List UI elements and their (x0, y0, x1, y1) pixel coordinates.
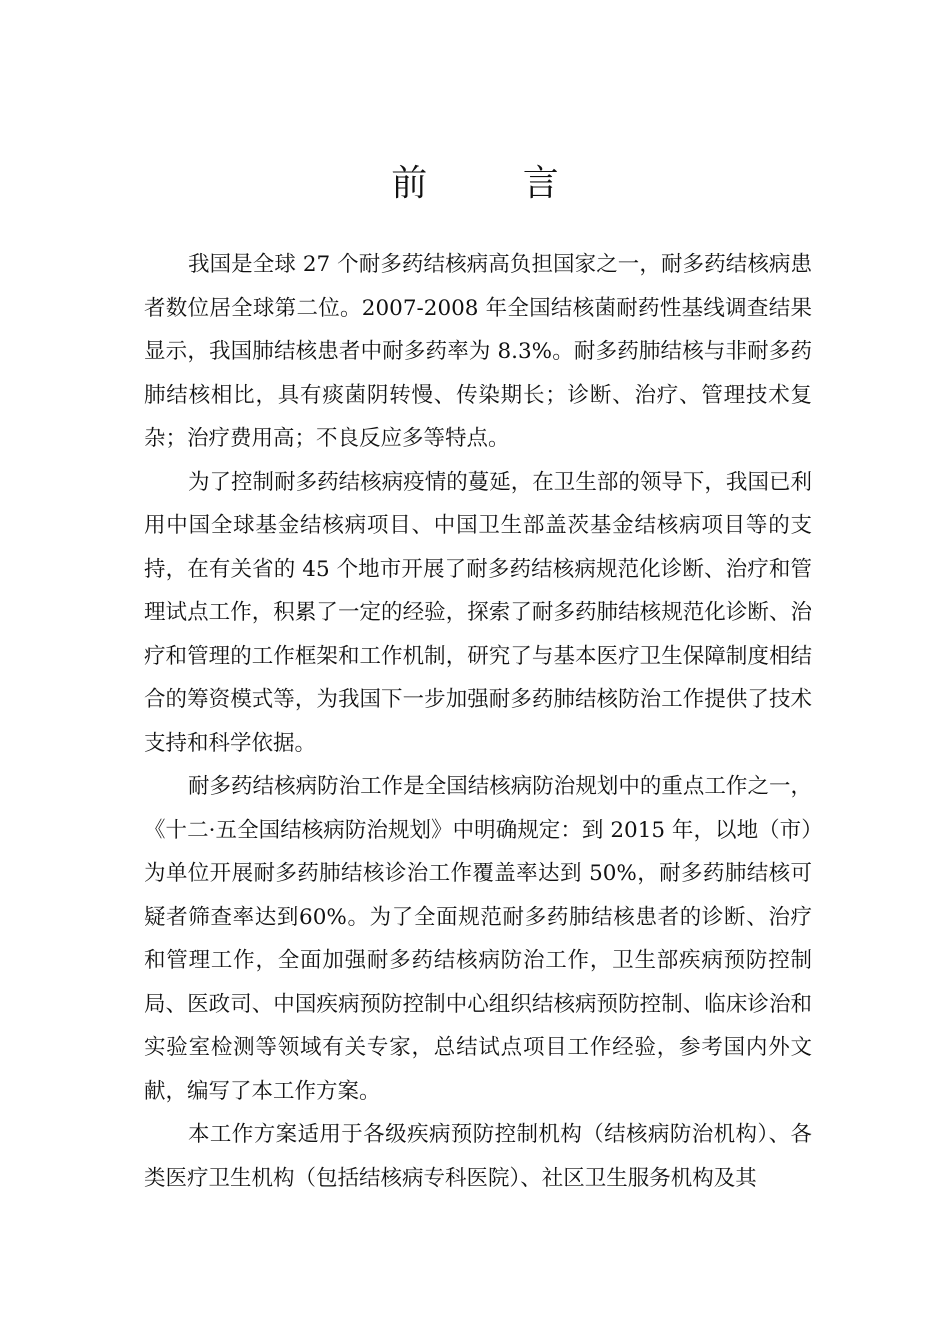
paragraph-plan-goals: 耐多药结核病防治工作是全国结核病防治规划中的重点工作之一，《十二·五全国结核病防治规划》中明确规定：到 2015 年，以地（市）为单位开展耐多药肺结核诊治工作覆盖率达到 50%，耐多药肺结核可疑者筛查率达到60%。为了全面规范耐多药肺结核患者的诊断、治疗和管理工作，全面加强耐多药结核病防治工作，卫生部疾病预防控制局、医政司、中国疾病预防控制中心组织结核病预防控制、临床诊治和实验室检测等领域有关专家，总结试点项目工作经验，参考国内外文献，编写了本工作方案。 (144, 774, 812, 1104)
paragraph-scope: 本工作方案适用于各级疾病预防控制机构（结核病防治机构）、各类医疗卫生机构（包括结核病专科医院）、社区卫生服务机构及其 (144, 1122, 812, 1191)
document-body (144, 243, 812, 1200)
paragraph-pilot-work: 为了控制耐多药结核病疫情的蔓延，在卫生部的领导下，我国已利用中国全球基金结核病项目、中国卫生部盖茨基金结核病项目等的支持，在有关省的 45 个地市开展了耐多药结核病规范化诊断、治疗和管理试点工作，积累了一定的经验，探索了耐多药肺结核规范化诊断、治疗和管理的工作框架和工作机制，研究了与基本医疗卫生保障制度相结合的筹资模式等，为我国下一步加强耐多药肺结核防治工作提供了技术支持和科学依据。 (144, 469, 812, 756)
paragraph-intro: 我国是全球 27 个耐多药结核病高负担国家之一，耐多药结核病患者数位居全球第二位。2007-2008 年全国结核菌耐药性基线调查结果显示，我国肺结核患者中耐多药率为 8.3%。耐多药肺结核与非耐多药肺结核相比，具有痰菌阴转慢、传染期长；诊断、治疗、管理技术复杂；治疗费用高；不良反应多等特点。 (144, 252, 812, 451)
page-title: 前 言 (391, 163, 601, 204)
